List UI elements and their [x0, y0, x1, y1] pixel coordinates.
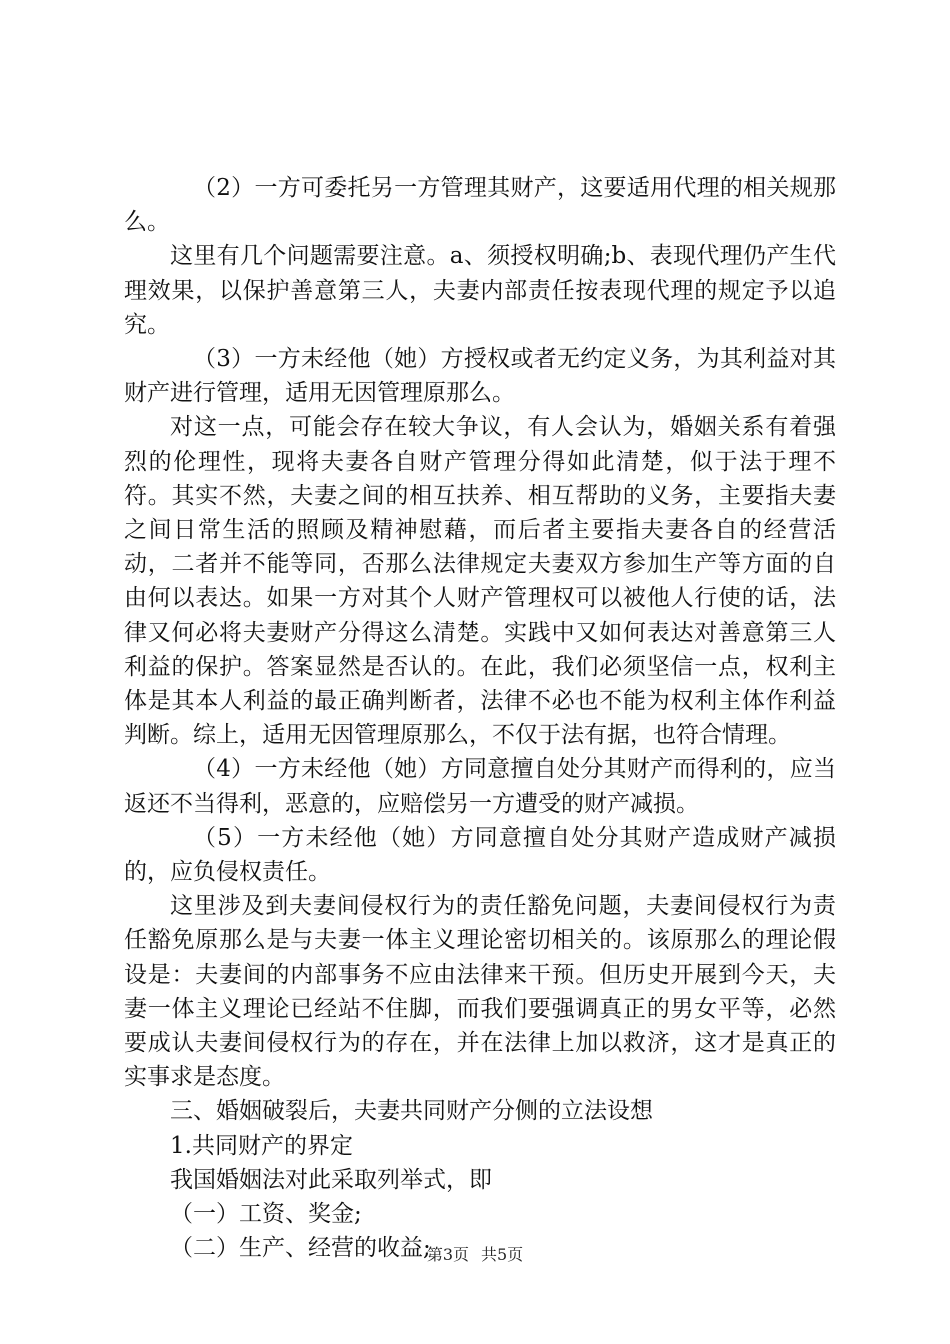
page-footer — [0, 1245, 950, 1265]
page-number-current: 第3页 — [426, 1245, 469, 1264]
page-number-total: 共5页 — [481, 1245, 524, 1264]
paragraph-discussion: 对这一点，可能会存在较大争议，有人会认为，婚姻关系有着强烈的伦理性，现将夫妻各自财产管理分得如此清楚，似于法于理不符。其实不然，夫妻之间的相互扶养、相互帮助的义务，主要指夫妻之间日常生活的照顾及精神慰藉，而后者主要指夫妻各自的经营活动，二者并不能等同，否那么法律规定夫妻双方参加生产等方面的自由何以表达。如果一方对其个人财产管理权可以被他人行使的话，法律又何必将夫妻财产分得这么清楚。实践中又如何表达对善意第三人利益的保护。答案显然是否认的。在此，我们必须坚信一点，权利主体是其本人利益的最正确判断者，法律不必也不能为权利主体作利益判断。综上，适用无因管理原那么，不仅于法有据，也符合情理。 — [124, 414, 836, 749]
paragraph-item-5: （5）一方未经他（她）方同意擅自处分其财产造成财产减损的，应负侵权责任。 — [124, 824, 836, 886]
list-item-business-income: （二）生产、经营的收益; — [170, 1235, 431, 1262]
document-body — [124, 171, 836, 1266]
section-heading: 三、婚姻破裂后，夫妻共同财产分侧的立法设想 — [170, 1098, 653, 1125]
list-item-wages: （一）工资、奖金; — [170, 1201, 362, 1228]
paragraph-item-3: （3）一方未经他（她）方授权或者无约定义务，为其利益对其财产进行管理，适用无因管理原那么。 — [124, 346, 836, 407]
paragraph-item-4: （4）一方未经他（她）方同意擅自处分其财产而得利的，应当返还不当得利，恶意的，应赔偿另一方遭受的财产减损。 — [124, 756, 836, 817]
paragraph-tort-immunity: 这里涉及到夫妻间侵权行为的责任豁免问题，夫妻间侵权行为责任豁免原那么是与夫妻一体主义理论密切相关的。该原那么的理论假设是：夫妻间的内部事务不应由法律来干预。但历史开展到今天，夫妻一体主义理论已经站不住脚，而我们要强调真正的男女平等，必然要成认夫妻间侵权行为的存在，并在法律上加以救济，这才是真正的实事求是态度。 — [124, 893, 836, 1091]
paragraph-enumeration-intro: 我国婚姻法对此采取列举式，即 — [170, 1166, 492, 1193]
subsection-heading: 1.共同财产的界定 — [170, 1132, 353, 1159]
paragraph-notes: 这里有几个问题需要注意。a、须授权明确;b、表现代理仍产生代理效果，以保护善意第三人，夫妻内部责任按表现代理的规定予以追究。 — [124, 243, 836, 338]
paragraph-item-2: （2）一方可委托另一方管理其财产，这要适用代理的相关规那么。 — [124, 175, 836, 236]
